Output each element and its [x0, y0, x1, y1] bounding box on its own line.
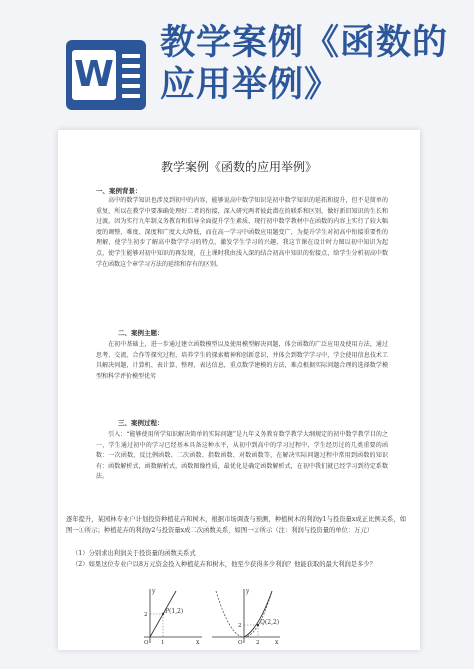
word-logo-icon — [66, 40, 146, 110]
x-axis-label: x — [196, 639, 200, 645]
origin-label: O — [238, 640, 243, 645]
x-axis-label: x — [275, 639, 279, 645]
y-tick: 2 — [144, 612, 148, 618]
y-axis-label: y — [152, 588, 156, 595]
section-background-text: 高中的数学知识也涉及到初中的内容，能够说高中数学知识是初中数学知识的延拓和提升，但不是简单的重复，所以在教学中要准确处理好二者的衔接，深入研究两者彼此潜在的联系和区别，做好新旧知识的生长和过渡。因为实行九年制义务教育和倡导全面提升学生素质，现行初中数学教材中在函数的内容上实行了较大幅度的调整，难度、深度和广度大大降低，而在高一学习中函数应用题变广，为提升学生对初高中衔接重要性的理解，使学生初步了解高中数学学习的特点，激发学生学习的兴趣，我这节课在设计时力图以初中知识为起点，使学生能够对初中知识的再发现，在上课时我由浅入深的结合初高中知识的衔接点，给学生分析初高中数学在函数这个章学习方法的延续和存有的区别。 — [96, 197, 388, 268]
problem-text: 逐年提升，某园林专业户计划投资种植花卉和树木，根据市场调查与预测，种植树木的利润y1与投资量x成正比例关系，如图一①所示；种植花卉的利润y2与投资量x成二次函数关系，如图一②所示（注：利润与投资量的单位：万元） — [66, 516, 406, 534]
banner — [0, 0, 474, 130]
point-q — [257, 624, 259, 626]
point-q-label: Q(2,2) — [260, 619, 280, 626]
x-tick: 1 — [161, 640, 165, 645]
quadratic-graph — [208, 585, 282, 645]
y-tick: 2 — [238, 623, 242, 629]
section-heading-process: 三、案例过程： — [118, 419, 164, 427]
y-axis-label: y — [246, 588, 250, 595]
point-p-label: P(1,2) — [165, 608, 184, 615]
section-theme-text: 在初中基础上，进一步通过建立函数模型以及使用模型解决问题，体会函数的广泛应用及使用方法，通过思考、交流、合作等探究过程，培养学生的探索精神和创新意识，并体会到数学学习中，学会使用信息技术工具解决问题，计算机、表计算、整理、表达信息，重点数学建模的方法，难点根据实际问题合理的选择数学模型和科学评价模型优劣 — [96, 341, 388, 380]
logo-line — [122, 94, 140, 98]
logo-line — [122, 84, 140, 88]
banner-title: 教学案例《函数的应用举例》 — [160, 23, 449, 105]
word-logo-letter: W — [72, 50, 116, 100]
logo-line — [122, 64, 140, 68]
x-tick: 2 — [256, 640, 260, 645]
question-2: （2）如果这位专业户以8万元资金投入种植花卉和树木，他至少获得多少利润？他能获取的最大利润是多少？ — [72, 561, 376, 568]
section-heading-theme: 二、案例主题： — [118, 329, 164, 337]
question-1: （1）分别求出利润关于投资量的函数关系式 — [72, 550, 196, 557]
point-p — [162, 613, 164, 615]
section-heading-background: 一、案例背景： — [96, 187, 142, 195]
origin-label: O — [144, 640, 149, 645]
linear-graph — [140, 585, 204, 645]
parabola-right — [244, 591, 272, 637]
logo-line — [122, 54, 140, 58]
document-title: 教学案例《函数的应用举例》 — [160, 160, 317, 174]
document-page — [58, 130, 420, 650]
section-process-intro: 引入：“能够使用所学知识解决简单的实际问题”是九年义务教育数学教学大纲规定的初中数学教学目的之一，学生通过初中的学习已经基本具备这种水平，从初中到高中的学习过程中，学生经历过的几类重要的函数：一次函数、反比例函数、二次函数、指数函数、对数函数等，在解决实际问题过程中常用到函数的知识有：函数解析式，函数解析式，函数图像性质，最优化是确定函数解析式，在初中我们就已经学习到待定系数法。 — [96, 431, 388, 481]
logo-line — [122, 74, 140, 78]
